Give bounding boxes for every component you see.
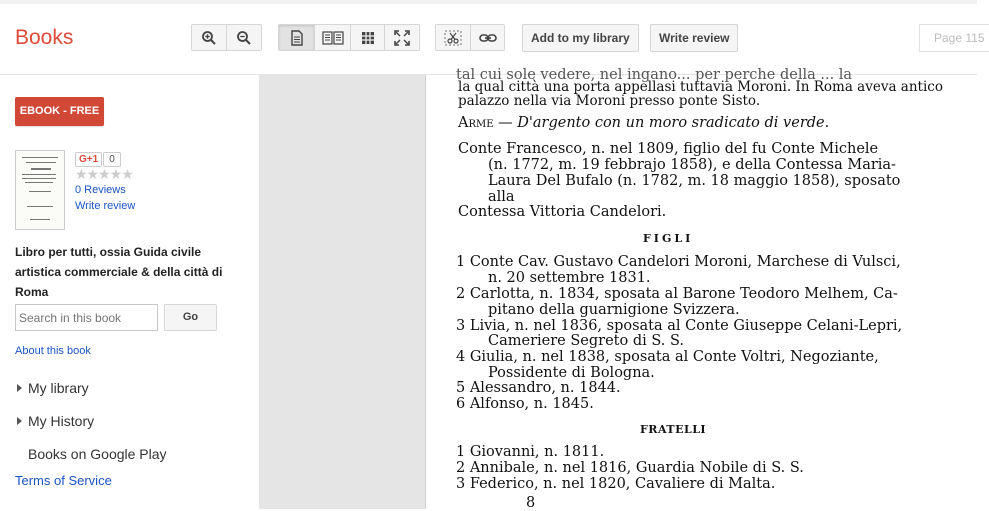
page-text-line: Laura Del Bufalo (n. 1782, m. 18 maggio 1858), sposato — [488, 173, 901, 189]
grid-view-button[interactable] — [351, 25, 385, 50]
view-mode-group — [278, 24, 420, 51]
page-text-line: n. 20 settembre 1831. — [488, 270, 651, 286]
clip-link-group — [435, 24, 505, 51]
book-cover-thumbnail[interactable] — [15, 150, 65, 230]
page-text-line: palazzo nella via Moroni presso ponte Sisto. — [458, 93, 761, 109]
page-text-line: Possidente di Bologna. — [488, 365, 655, 381]
page-text-line: 4 Giulia, n. nel 1838, sposata al Conte Voltri, Negoziante, — [456, 349, 879, 365]
page-text-line: la qual città una porta appellasi tuttavia Moroni. In Roma aveva antico — [458, 79, 943, 95]
page-text-line: pitano della guarnigione Svizzera. — [488, 302, 740, 318]
nav-my-library-label: My library — [28, 380, 89, 396]
nav-my-library[interactable] — [17, 380, 89, 396]
fullscreen-icon — [394, 30, 410, 46]
page-number-field[interactable]: Page 115 — [919, 24, 989, 52]
link-button[interactable] — [471, 25, 504, 50]
reviews-link[interactable]: 0 Reviews — [75, 184, 126, 196]
page-text-line: 5 Alessandro, n. 1844. — [456, 380, 621, 396]
gplus-count: 0 — [103, 152, 121, 167]
triangle-right-icon — [17, 417, 22, 425]
triangle-right-icon — [17, 384, 22, 392]
page-text-line: Contessa Vittoria Candelori. — [458, 204, 667, 220]
zoom-in-icon — [201, 30, 217, 46]
top-toolbar — [0, 0, 985, 75]
zoom-out-icon — [236, 30, 252, 46]
section-heading: FRATELLI — [640, 423, 707, 436]
page-text-line: Conte Francesco, n. nel 1809, figlio del fu Conte Michele — [458, 141, 879, 157]
rating-stars[interactable]: ★★★★★ — [75, 166, 133, 182]
books-on-google-play-link[interactable]: Books on Google Play — [28, 446, 167, 462]
add-to-library-button[interactable]: Add to my library — [522, 24, 639, 52]
books-logo[interactable]: Books — [15, 26, 74, 49]
page-text-line — [458, 115, 829, 131]
book-title: Libro per tutti, ossia Guida civile artistica commerciale & della città di Roma — [15, 245, 223, 299]
page-text-line: 8 — [526, 495, 536, 511]
grid-view-icon — [361, 31, 375, 45]
search-in-book-input[interactable] — [15, 304, 158, 331]
book-page[interactable] — [425, 67, 977, 511]
nav-my-history[interactable] — [17, 413, 94, 429]
write-review-button[interactable]: Write review — [650, 24, 738, 52]
sidebar — [0, 75, 259, 509]
page-text-line: 6 Alfonso, n. 1845. — [456, 396, 594, 412]
page-text-line: 2 Carlotta, n. 1834, sposata al Barone Teodoro Melhem, Ca- — [456, 286, 898, 302]
section-heading: FIGLI — [643, 232, 694, 245]
zoom-out-button[interactable] — [227, 25, 261, 50]
arme-description: D'argento con un moro sradicato di verde. — [517, 115, 830, 131]
gplus-button[interactable]: G+1 — [75, 152, 102, 167]
single-page-icon — [290, 30, 304, 46]
two-page-icon — [322, 31, 344, 45]
page-text-line: 2 Annibale, n. nel 1816, Guardia Nobile di S. S. — [456, 460, 804, 476]
page-text-line: tal cui sole vedere, nel ingano... per perche della ... la — [456, 67, 853, 83]
fullscreen-button[interactable] — [385, 25, 419, 50]
ebook-free-button[interactable]: EBOOK - FREE — [15, 97, 104, 126]
top-strip — [0, 0, 977, 4]
write-review-link[interactable]: Write review — [75, 200, 136, 212]
terms-of-service-link[interactable]: Terms of Service — [15, 473, 112, 488]
zoom-group — [191, 24, 262, 51]
clip-button[interactable] — [436, 25, 471, 50]
single-page-view-button[interactable] — [279, 25, 315, 50]
search-go-button[interactable]: Go — [164, 304, 217, 331]
two-page-view-button[interactable] — [315, 25, 351, 50]
page-text-line: 3 Federico, n. nel 1820, Cavaliere di Malta. — [456, 476, 776, 492]
link-icon — [479, 32, 497, 44]
scissors-icon — [444, 30, 462, 46]
zoom-in-button[interactable] — [192, 25, 227, 50]
page-text-line: Cameriere Segreto di S. S. — [488, 333, 685, 349]
page-text-line: alla — [488, 189, 515, 205]
about-this-book-link[interactable]: About this book — [15, 345, 91, 357]
page-text-line: (n. 1772, m. 19 febbrajo 1858), e della Contessa Maria- — [488, 157, 896, 173]
arme-label: Arme — — [458, 115, 513, 131]
page-text-line: 3 Livia, n. nel 1836, sposata al Conte Giuseppe Celani-Lepri, — [456, 318, 903, 334]
page-text-line: 1 Conte Cav. Gustavo Candelori Moroni, Marchese di Vulsci, — [456, 254, 901, 270]
nav-my-history-label: My History — [28, 413, 95, 429]
page-text-line: 1 Giovanni, n. 1811. — [456, 444, 605, 460]
